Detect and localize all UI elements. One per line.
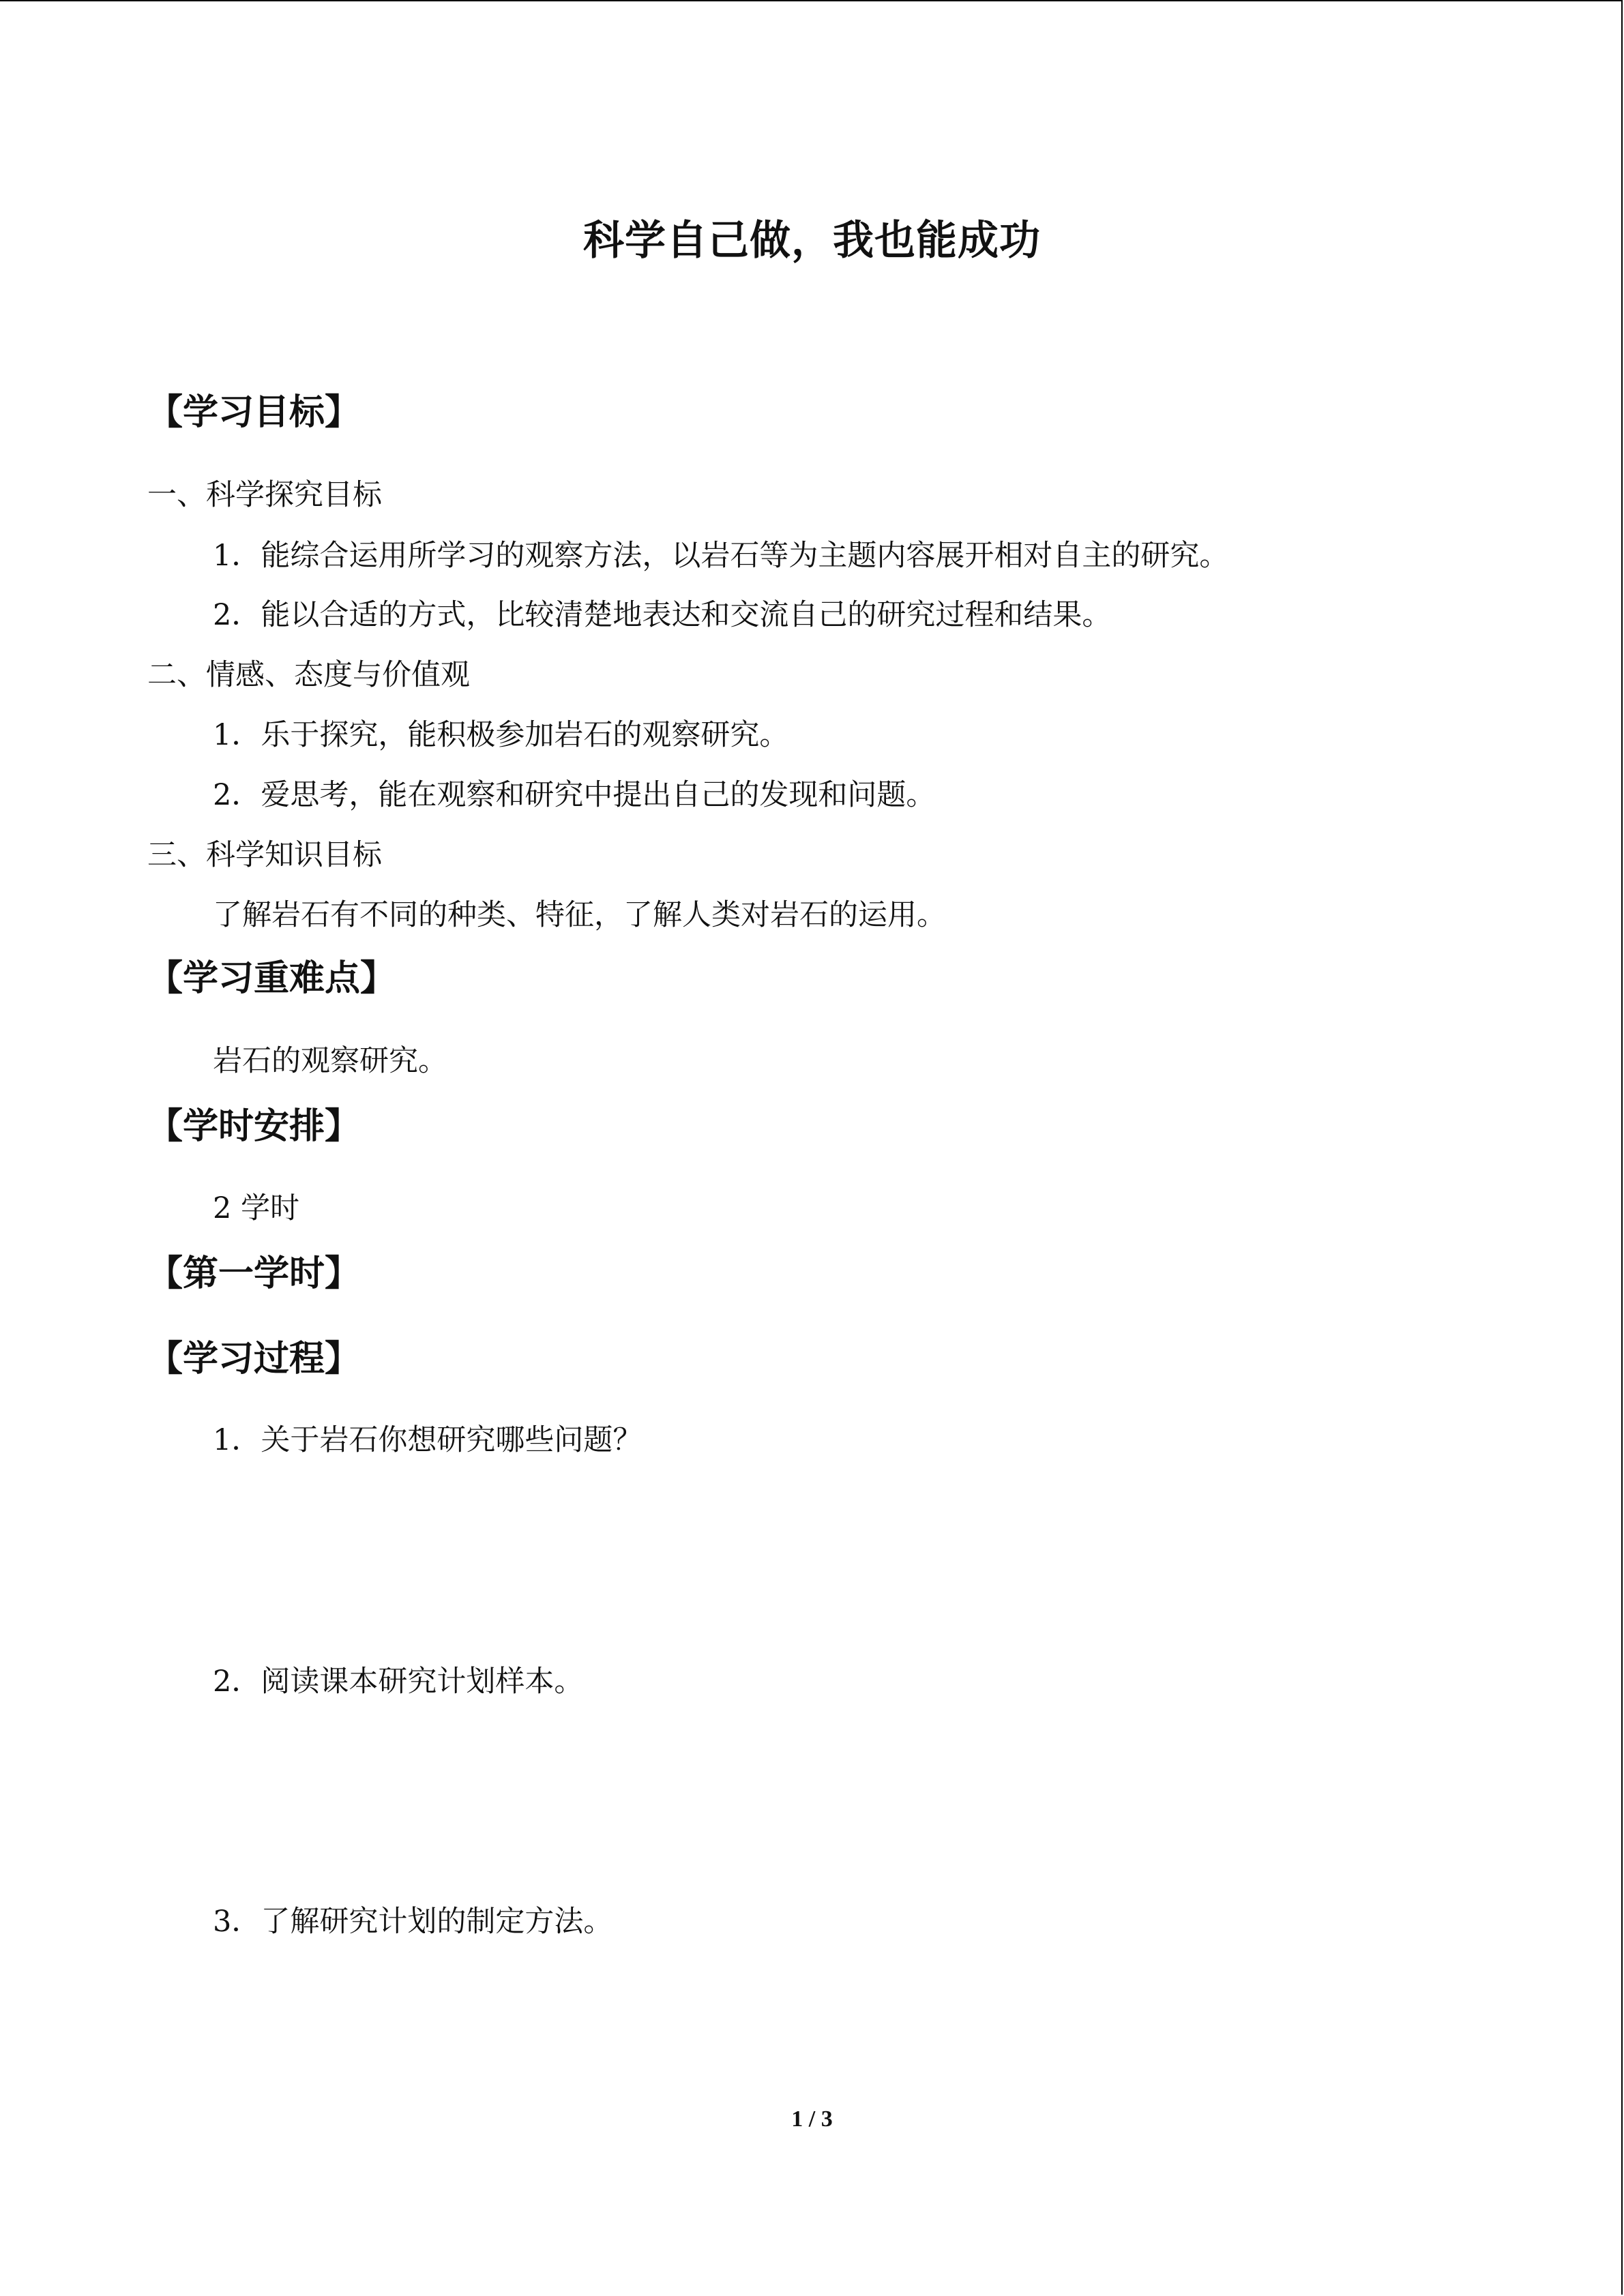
objectives-sub2-item1: 1．乐于探究，能积极参加岩石的观察研究。 (213, 718, 789, 752)
process-item2: 2．阅读课本研究计划样本。 (213, 1665, 584, 1699)
process-item3: 3．了解研究计划的制定方法。 (213, 1905, 613, 1939)
objectives-sub1-item1: 1．能综合运用所学习的观察方法，以岩石等为主题内容展开相对自主的研究。 (213, 539, 1229, 573)
heading-key-points: 【学习重难点】 (147, 958, 396, 999)
schedule-text: 2 学时 (213, 1191, 300, 1225)
heading-objectives: 【学习目标】 (147, 392, 361, 433)
objectives-sub3: 三、科学知识目标 (147, 838, 382, 872)
key-points-text: 岩石的观察研究。 (213, 1044, 447, 1078)
objectives-sub2-item2: 2．爱思考，能在观察和研究中提出自己的发现和问题。 (213, 778, 936, 812)
objectives-sub1: 一、科学探究目标 (147, 478, 382, 512)
objectives-sub2: 二、情感、态度与价值观 (147, 658, 470, 692)
document-title: 科学自己做，我也能成功 (583, 217, 1041, 265)
process-item1: 1．关于岩石你想研究哪些问题？ (213, 1423, 643, 1457)
heading-process: 【学习过程】 (147, 1339, 361, 1380)
page-number: 1 / 3 (791, 2106, 833, 2132)
objectives-sub1-item2: 2．能以合适的方式，比较清楚地表达和交流自己的研究过程和结果。 (213, 598, 1112, 632)
heading-first-period: 【第一学时】 (147, 1253, 361, 1294)
objectives-sub3-item1: 了解岩石有不同的种类、特征，了解人类对岩石的运用。 (213, 898, 946, 932)
heading-schedule: 【学时安排】 (147, 1106, 361, 1147)
